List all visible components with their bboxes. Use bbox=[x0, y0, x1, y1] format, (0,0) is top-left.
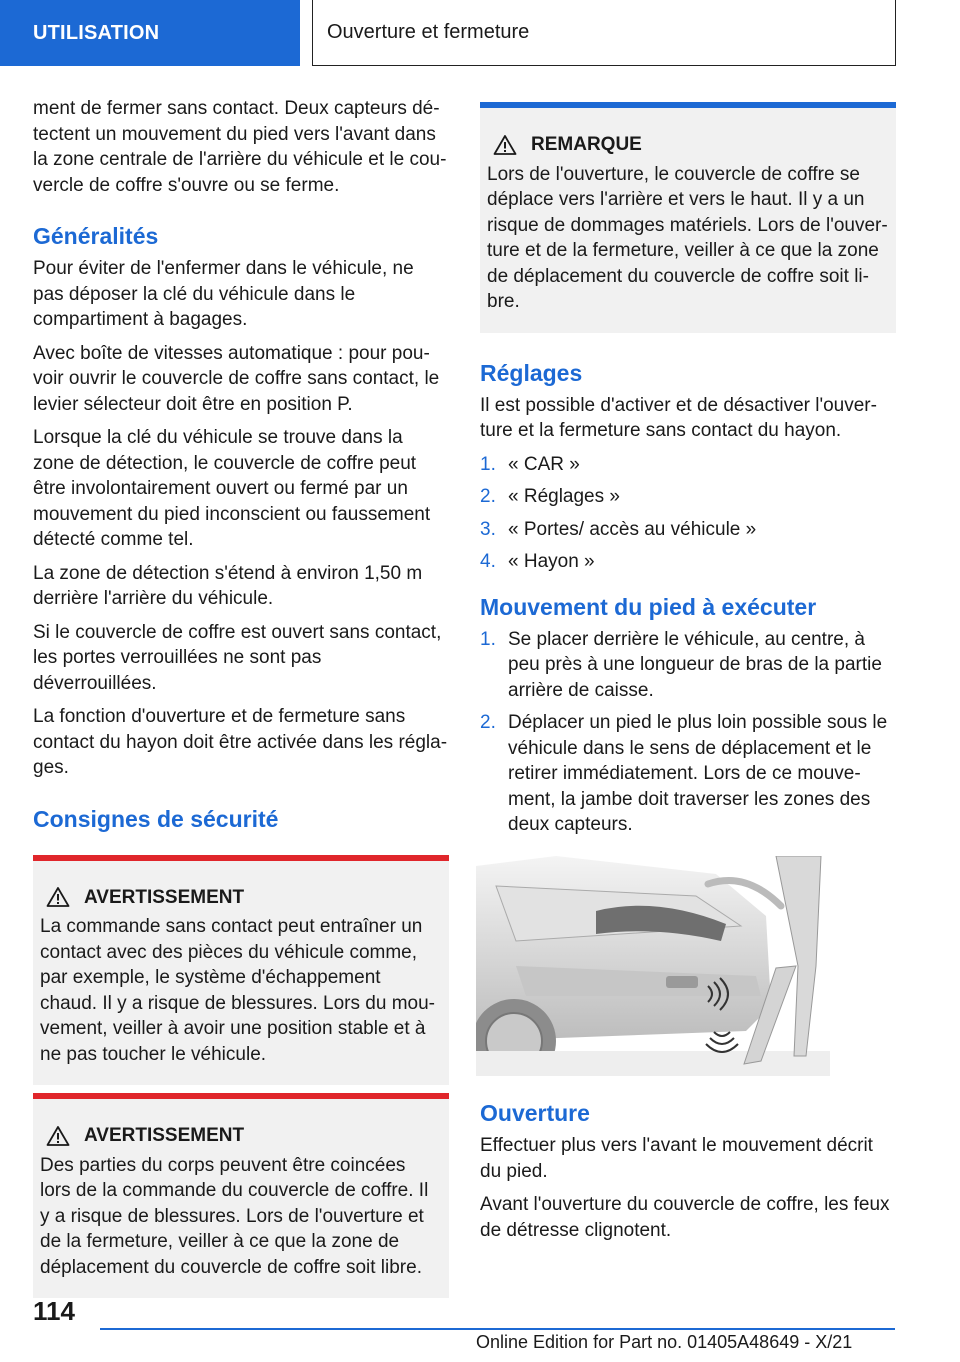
list-item bbox=[480, 517, 896, 543]
note-title: REMARQUE bbox=[531, 134, 642, 155]
intro-paragraph: ment de fermer sans contact. Deux capteurs détectent un mouvement du pied vers l'avant dans la zone centrale de l'arrière du véhicule et le couvercle de coffre s'ouvre ou se ferme. bbox=[33, 98, 447, 196]
page-number: 114 bbox=[33, 1296, 75, 1326]
step-number: 1. bbox=[480, 453, 496, 475]
warning-triangle-icon bbox=[46, 886, 70, 908]
warning-box-1 bbox=[33, 855, 449, 1086]
paragraph: Si le couvercle de coffre est ouvert sans contact, les portes verrouillées ne sont pas déverrouillées. bbox=[33, 621, 442, 694]
heading-mouvement: Mouvement du pied à exécuter bbox=[480, 593, 817, 620]
warning-title: AVERTISSEMENT bbox=[84, 1125, 245, 1146]
paragraph: La fonction d'ouverture et de fermeture sans contact du hayon doit être activée dans les réglages. bbox=[33, 706, 448, 778]
note-header bbox=[487, 132, 888, 158]
step-number: 3. bbox=[480, 518, 496, 540]
step-number: 2. bbox=[480, 486, 496, 507]
list-item bbox=[480, 484, 896, 510]
car-foot-gesture-illustration bbox=[476, 856, 830, 1076]
paragraph: Effectuer plus vers l'avant le mouvement décrit du pied. bbox=[480, 1135, 873, 1182]
step-text: « CAR » bbox=[508, 453, 580, 475]
warning-header bbox=[40, 885, 441, 911]
step-number: 4. bbox=[480, 551, 496, 572]
note-text: Lors de l'ouverture, le couvercle de coffre se déplace vers l'arrière et vers le haut. Il y a un risque de dommages matériels. Lors de l'ouverture et de la fermeture, veiller à ce que la zone de déplacement du couvercle de coffre soit libre. bbox=[487, 163, 888, 312]
warning-header bbox=[40, 1123, 441, 1149]
warning-box-2 bbox=[33, 1093, 449, 1298]
paragraph: Pour éviter de l'enfermer dans le véhicule, ne pas déposer la clé du véhicule dans le compartiment à bagages. bbox=[33, 258, 414, 330]
step-text: « Portes/ accès au véhicule » bbox=[508, 518, 757, 540]
heading-consignes: Consignes de sécurité bbox=[33, 805, 279, 832]
warning-triangle-icon bbox=[493, 134, 517, 156]
note-box bbox=[480, 102, 896, 333]
footer-divider bbox=[100, 1328, 895, 1330]
edition-note: Online Edition for Part no. 01405A48649 - X/21 bbox=[476, 1332, 853, 1352]
list-item bbox=[480, 627, 896, 704]
paragraph: Il est possible d'activer et de désactiver l'ouverture et la fermeture sans contact du hayon. bbox=[480, 394, 877, 441]
heading-generalites: Généralités bbox=[33, 223, 159, 249]
step-text: « Hayon » bbox=[508, 551, 595, 572]
list-item bbox=[480, 452, 896, 478]
step-text: Déplacer un pied le plus loin possible sous le véhicule dans le sens de déplacement et le retirer immédiatement. Lors de ce mouvement, la jambe doit traverser les zones des deux capteurs. bbox=[508, 712, 888, 835]
settings-steps bbox=[480, 452, 896, 575]
step-number: 1. bbox=[480, 628, 496, 650]
warning-text: Des parties du corps peuvent être coincées lors de la commande du couvercle de coffre. Il y a risque de blessures. Lors de l'ouverture et de la fermeture, veiller à ce que la zone de déplacement du couvercle de coffre soit libre. bbox=[40, 1154, 429, 1278]
warning-triangle-icon bbox=[46, 1125, 70, 1147]
paragraph: Lorsque la clé du véhicule se trouve dans la zone de détection, le couvercle de coffre peut être involontairement ouvert ou fermé par un mouvement du pied inconscient ou faussement détecté comme tel. bbox=[33, 427, 431, 550]
page-title: Ouverture et fermeture bbox=[312, 0, 896, 66]
warning-title: AVERTISSEMENT bbox=[84, 886, 245, 908]
list-item bbox=[480, 710, 896, 838]
warning-text: La commande sans contact peut entraîner un contact avec des pièces du véhicule comme, par exemple, le système d'échappement chaud. Il y a risque de blessures. Lors du mouvement, veiller à avoir une position stable et à ne pas toucher le véhicule. bbox=[40, 916, 435, 1065]
left-column bbox=[33, 96, 449, 1306]
step-text: « Réglages » bbox=[508, 486, 620, 507]
section-tab: UTILISATION bbox=[0, 0, 300, 66]
paragraph: La zone de détection s'étend à environ 1,50 m derrière l'arrière du véhicule. bbox=[33, 562, 423, 609]
heading-ouverture: Ouverture bbox=[480, 1100, 590, 1126]
list-item bbox=[480, 549, 896, 575]
paragraph: Avant l'ouverture du couvercle de coffre, les feux de détresse clignotent. bbox=[480, 1194, 890, 1241]
heading-reglages: Réglages bbox=[480, 359, 583, 386]
right-column bbox=[480, 102, 896, 1251]
movement-steps bbox=[480, 627, 896, 838]
step-number: 2. bbox=[480, 712, 496, 733]
step-text: Se placer derrière le véhicule, au centre, à peu près à une longueur de bras de la partie arrière de caisse. bbox=[508, 628, 882, 701]
paragraph: Avec boîte de vitesses automatique : pour pouvoir ouvrir le couvercle de coffre sans contact, le levier sélecteur doit être en position P. bbox=[33, 342, 440, 415]
